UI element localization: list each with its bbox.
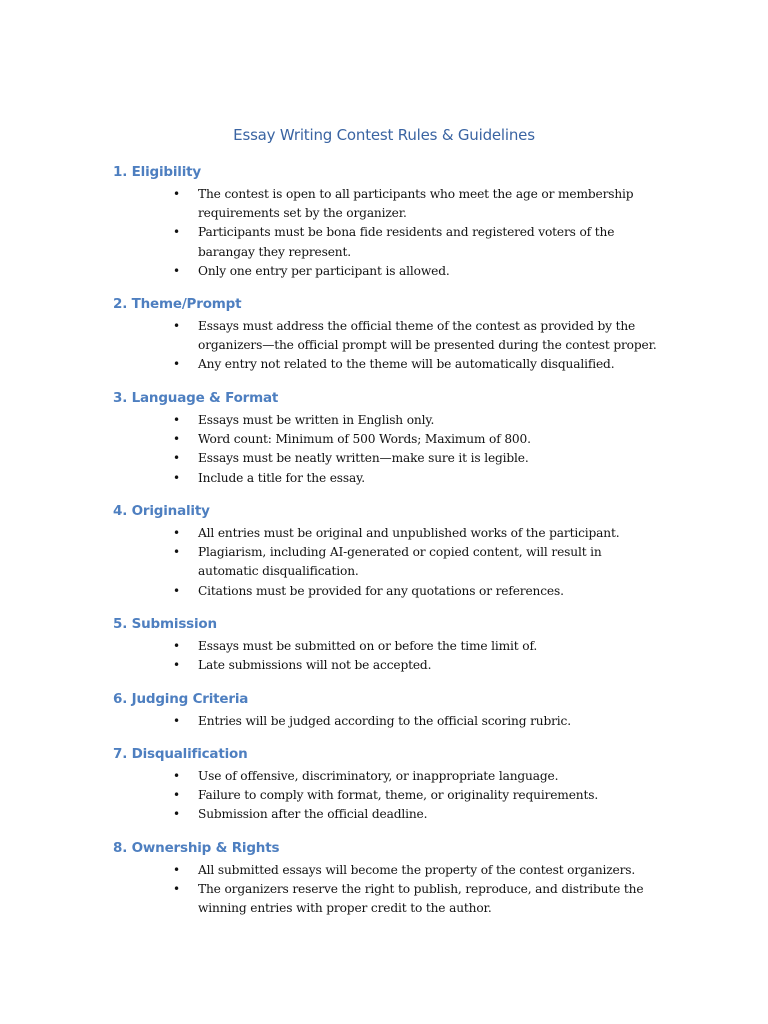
section-eligibility (113, 162, 673, 278)
list-item (113, 317, 673, 355)
list-item (113, 786, 673, 805)
bullet-list (113, 861, 673, 919)
list-item-text: Use of offensive, discriminatory, or inappropriate language. (198, 769, 559, 783)
list-item-text: Citations must be provided for any quotations or references. (198, 583, 564, 598)
bullet-list (113, 524, 673, 601)
bullet-icon: • (173, 187, 180, 201)
section-heading: 5. Submission (113, 616, 217, 632)
bullet-list (113, 767, 673, 825)
list-item-text: All submitted essays will become the property of the contest organizers. (198, 863, 636, 877)
list-item (113, 543, 673, 581)
list-item-text: Late submissions will not be accepted. (198, 658, 432, 673)
list-item (113, 805, 673, 824)
list-item-text: Only one entry per participant is allowed. (198, 263, 450, 278)
bullet-list (113, 712, 673, 731)
list-item (113, 223, 673, 261)
list-item-text: Essays must address the official theme of the contest as provided by the organizers—the official prompt will be presented during the contest proper. (198, 319, 657, 353)
section-disqualification (113, 744, 673, 822)
list-item-text: Essays must be submitted on or before the time limit of. (198, 639, 538, 653)
bullet-list (113, 637, 673, 675)
list-item (113, 582, 673, 601)
bullet-icon: • (173, 769, 180, 783)
list-item-text: Essays must be written in English only. (198, 413, 435, 427)
list-item (113, 861, 673, 880)
list-item-text: Word count: Minimum of 500 Words; Maximum of 800. (198, 432, 531, 447)
list-item-text: All entries must be original and unpublished works of the participant. (198, 526, 620, 540)
bullet-icon: • (173, 714, 180, 728)
section-heading: 6. Judging Criteria (113, 691, 249, 707)
section-heading: 1. Eligibility (113, 164, 201, 180)
section-heading: 2. Theme/Prompt (113, 296, 242, 312)
bullet-icon: • (173, 432, 180, 447)
bullet-icon: • (173, 357, 180, 372)
section-heading: 4. Originality (113, 503, 210, 519)
list-item-text: Include a title for the essay. (198, 470, 365, 485)
list-item (113, 411, 673, 430)
bullet-icon: • (173, 863, 180, 877)
bullet-icon: • (173, 263, 180, 278)
section-heading: 7. Disqualification (113, 746, 248, 762)
section-judging-criteria (113, 689, 673, 728)
section-theme-prompt (113, 294, 673, 372)
list-item-text: The organizers reserve the right to publish, reproduce, and distribute the winning entries with proper credit to the author. (198, 882, 644, 916)
section-heading: 8. Ownership & Rights (113, 840, 280, 856)
bullet-icon: • (173, 451, 180, 466)
list-item-text: Participants must be bona fide residents and registered voters of the barangay they represent. (198, 225, 615, 259)
bullet-list (113, 411, 673, 488)
list-item (113, 880, 673, 918)
bullet-icon: • (173, 545, 180, 560)
list-item-text: The contest is open to all participants who meet the age or membership requirements set by the organizer. (198, 187, 634, 221)
list-item (113, 430, 673, 449)
bullet-icon: • (173, 807, 180, 822)
list-item-text: Entries will be judged according to the official scoring rubric. (198, 714, 571, 728)
bullet-icon: • (173, 526, 180, 540)
list-item (113, 262, 673, 281)
section-ownership-rights (113, 838, 673, 916)
bullet-icon: • (173, 639, 180, 653)
list-item (113, 767, 673, 786)
section-originality (113, 501, 673, 598)
list-item (113, 712, 673, 731)
bullet-icon: • (173, 583, 180, 598)
section-heading: 3. Language & Format (113, 390, 279, 406)
list-item-text: Plagiarism, including AI-generated or copied content, will result in automatic disqualification. (198, 545, 602, 579)
bullet-list (113, 317, 673, 375)
section-language-format (113, 388, 673, 485)
bullet-icon: • (173, 413, 180, 427)
list-item-text: Submission after the official deadline. (198, 807, 428, 822)
list-item (113, 656, 673, 675)
bullet-icon: • (173, 788, 180, 803)
page-title: Essay Writing Contest Rules & Guidelines (233, 126, 535, 144)
list-item (113, 185, 673, 223)
bullet-list (113, 185, 673, 281)
bullet-icon: • (173, 470, 180, 485)
list-item (113, 449, 673, 468)
bullet-icon: • (173, 658, 180, 673)
list-item-text: Any entry not related to the theme will be automatically disqualified. (198, 357, 615, 372)
list-item (113, 637, 673, 656)
bullet-icon: • (173, 882, 180, 897)
section-submission (113, 614, 673, 672)
bullet-icon: • (173, 319, 180, 333)
list-item (113, 355, 673, 374)
bullet-icon: • (173, 225, 180, 240)
list-item-text: Failure to comply with format, theme, or originality requirements. (198, 788, 599, 803)
list-item-text: Essays must be neatly written—make sure it is legible. (198, 451, 529, 466)
list-item (113, 469, 673, 488)
list-item (113, 524, 673, 543)
